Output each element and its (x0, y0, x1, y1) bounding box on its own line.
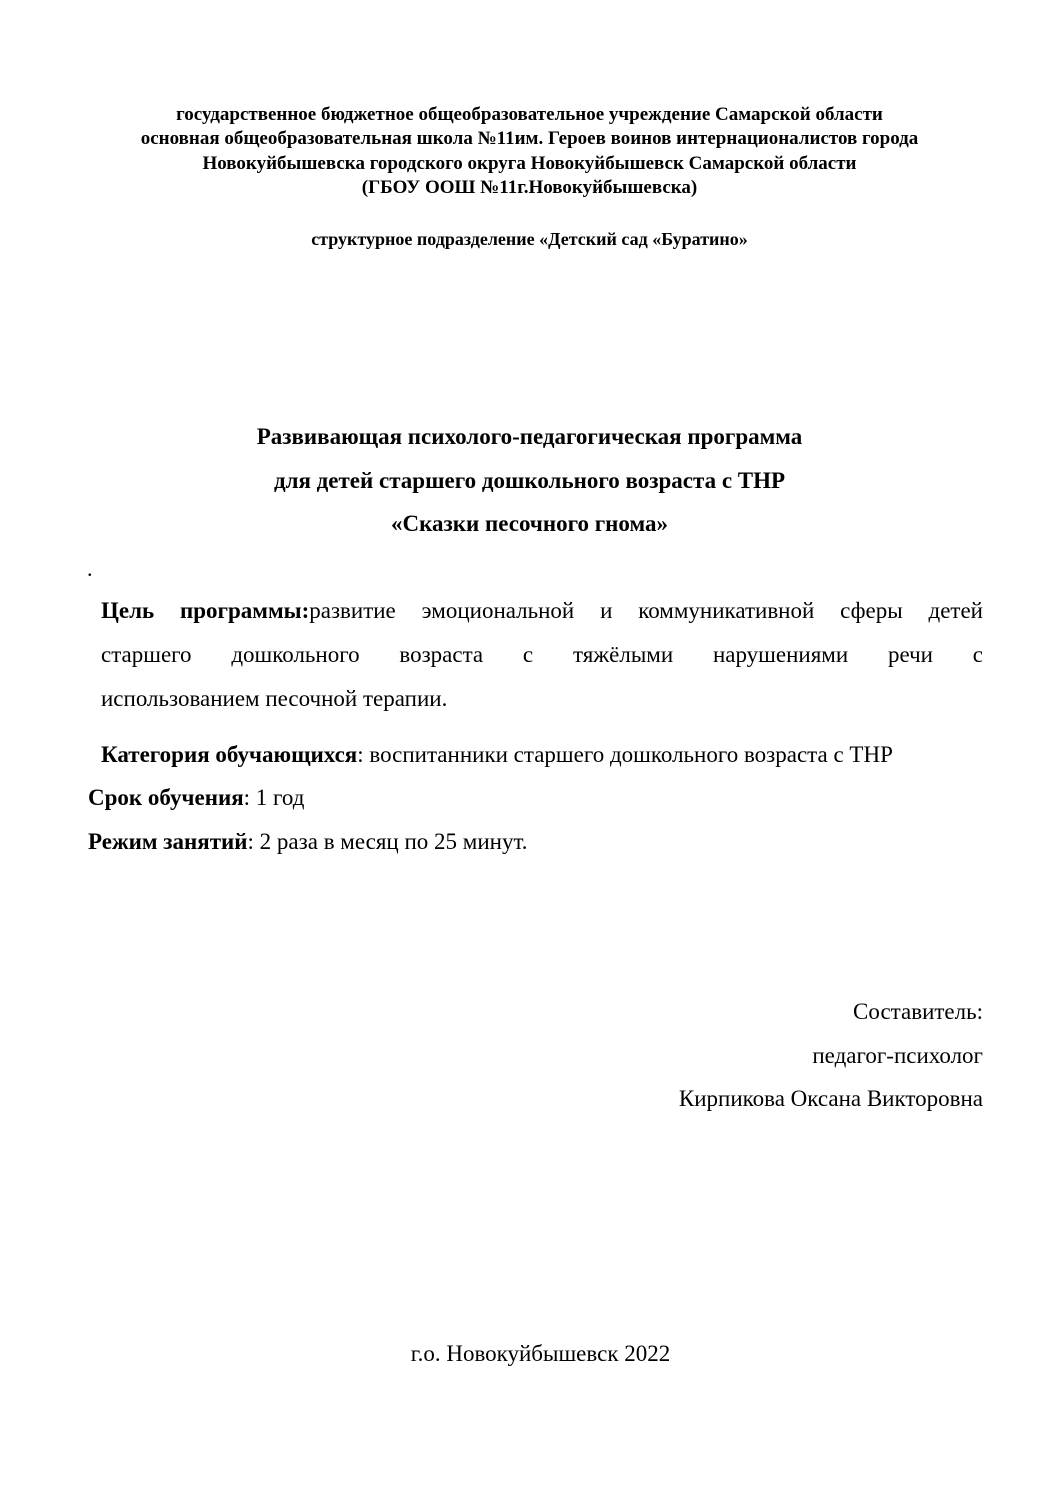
header-line-4: (ГБОУ ООШ №11г.Новокуйбышевска) (361, 177, 698, 198)
goal-line-2: старшего дошкольного возраста с тяжёлыми нарушениями речи с (101, 642, 983, 667)
header-line-3: Новокуйбышевска городского округа Новокуйбышевск Самарской области (202, 153, 857, 174)
category-label: Категория обучающихся (101, 742, 358, 767)
duration-field (88, 784, 304, 812)
author-label: Составитель: (853, 999, 983, 1024)
title-line-1: Развивающая психолого-педагогическая программа (256, 424, 803, 449)
list-marker: . (87, 556, 93, 581)
schedule-field (88, 828, 528, 856)
title-line-3: «Сказки песочного гнома» (391, 511, 668, 536)
schedule-value: : 2 раза в месяц по 25 минут. (247, 829, 528, 854)
duration-label: Срок обучения (88, 785, 244, 810)
subdivision-line: структурное подразделение «Детский сад «Буратино» (311, 229, 748, 249)
goal-label: Цель программы: (101, 598, 310, 623)
goal-line-1 (101, 589, 983, 633)
header-line-1: государственное бюджетное общеобразовательное учреждение Самарской области (176, 104, 883, 125)
author-name: Кирпикова Оксана Викторовна (678, 1086, 983, 1111)
goal-paragraph (101, 589, 983, 721)
author-position: педагог-психолог (812, 1043, 983, 1068)
header-line-2: основная общеобразовательная школа №11им. Героев воинов интернационалистов города (140, 128, 919, 149)
category-value: : воспитанники старшего дошкольного возраста с ТНР (357, 742, 893, 767)
goal-text-1: развитие эмоциональной и коммуникативной сферы детей (309, 598, 983, 623)
category-field (101, 741, 893, 769)
footer-place-year: г.о. Новокуйбышевск 2022 (410, 1341, 671, 1366)
title-line-2: для детей старшего дошкольного возраста с ТНР (273, 468, 786, 493)
duration-value: : 1 год (243, 785, 305, 810)
schedule-label: Режим занятий (88, 829, 248, 854)
goal-line-3: использованием песочной терапии. (101, 686, 448, 711)
